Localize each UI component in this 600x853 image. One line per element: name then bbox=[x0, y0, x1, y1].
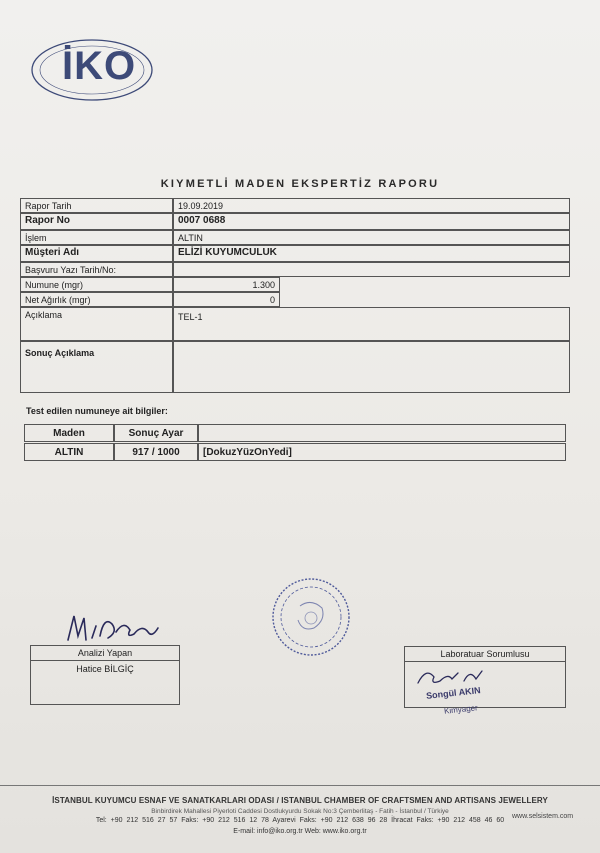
test-cell-text: [DokuzYüzOnYedi] bbox=[198, 443, 566, 461]
value-description: TEL-1 bbox=[173, 307, 570, 341]
footer-address: Binbirdirek Mahallesi Piyerloti Caddesi Dostlukyurdu Sokak No:3 Çemberlitaş - Fatih - İstanbul / Türkiye bbox=[151, 808, 449, 815]
test-cell-result: 917 / 1000 bbox=[114, 443, 198, 461]
footer-org: İSTANBUL KUYUMCU ESNAF VE SANATKARLARI ODASI / ISTANBUL CHAMBER OF CRAFTSMEN AND ARTISANS JEWELLERY bbox=[52, 796, 548, 805]
test-header-blank bbox=[198, 424, 566, 442]
value-process: ALTIN bbox=[173, 230, 570, 245]
test-header-result: Sonuç Ayar bbox=[114, 424, 198, 442]
test-header-maden: Maden bbox=[24, 424, 114, 442]
footer-phones: Tel: +90 212 516 27 57 Faks: +90 212 516 12 78 Ayarevi Faks: +90 212 638 96 28 İhracat Faks: +90 212 458 46 60 bbox=[95, 817, 505, 824]
analyst-name: Hatice BİLGİÇ bbox=[76, 664, 134, 674]
analyst-heading: Analizi Yapan bbox=[31, 646, 179, 661]
label-description: Açıklama bbox=[20, 307, 173, 341]
test-cell-metal: ALTIN bbox=[24, 443, 114, 461]
label-result-description: Sonuç Açıklama bbox=[20, 341, 173, 393]
value-result-description bbox=[173, 341, 570, 393]
test-heading: Test edilen numuneye ait bilgiler: bbox=[26, 406, 168, 416]
logo-text: İKO bbox=[62, 44, 137, 88]
value-report-date: 19.09.2019 bbox=[173, 198, 570, 213]
footer-divider bbox=[0, 785, 600, 786]
value-application bbox=[173, 262, 570, 277]
value-report-no: 0007 0688 bbox=[173, 213, 570, 230]
value-customer: ELİZİ KUYUMCULUK bbox=[173, 245, 570, 262]
footer-contact: E-mail: info@iko.org.tr Web: www.iko.org.tr bbox=[233, 828, 367, 835]
label-process: İşlem bbox=[20, 230, 173, 245]
value-sample: 1.300 bbox=[173, 277, 280, 292]
label-net-weight: Net Ağırlık (mgr) bbox=[20, 292, 173, 307]
analyst-box bbox=[30, 645, 180, 705]
iko-logo bbox=[28, 32, 156, 110]
lab-name: Songül AKIN bbox=[425, 685, 482, 701]
label-sample: Numune (mgr) bbox=[20, 277, 173, 292]
value-net-weight: 0 bbox=[173, 292, 280, 307]
lab-heading: Laboratuar Sorumlusu bbox=[405, 647, 565, 662]
analyst-signature bbox=[64, 610, 164, 646]
label-report-no: Rapor No bbox=[20, 213, 173, 230]
official-stamp bbox=[270, 576, 352, 658]
lab-title: Kimyager bbox=[443, 703, 479, 716]
label-report-date: Rapor Tarih bbox=[20, 198, 173, 213]
label-application: Başvuru Yazı Tarih/No: bbox=[20, 262, 173, 277]
label-customer: Müşteri Adı bbox=[20, 245, 173, 262]
footer-selsistem: www.selsistem.com bbox=[512, 813, 574, 820]
page-title: KIYMETLİ MADEN EKSPERTİZ RAPORU bbox=[160, 178, 440, 190]
